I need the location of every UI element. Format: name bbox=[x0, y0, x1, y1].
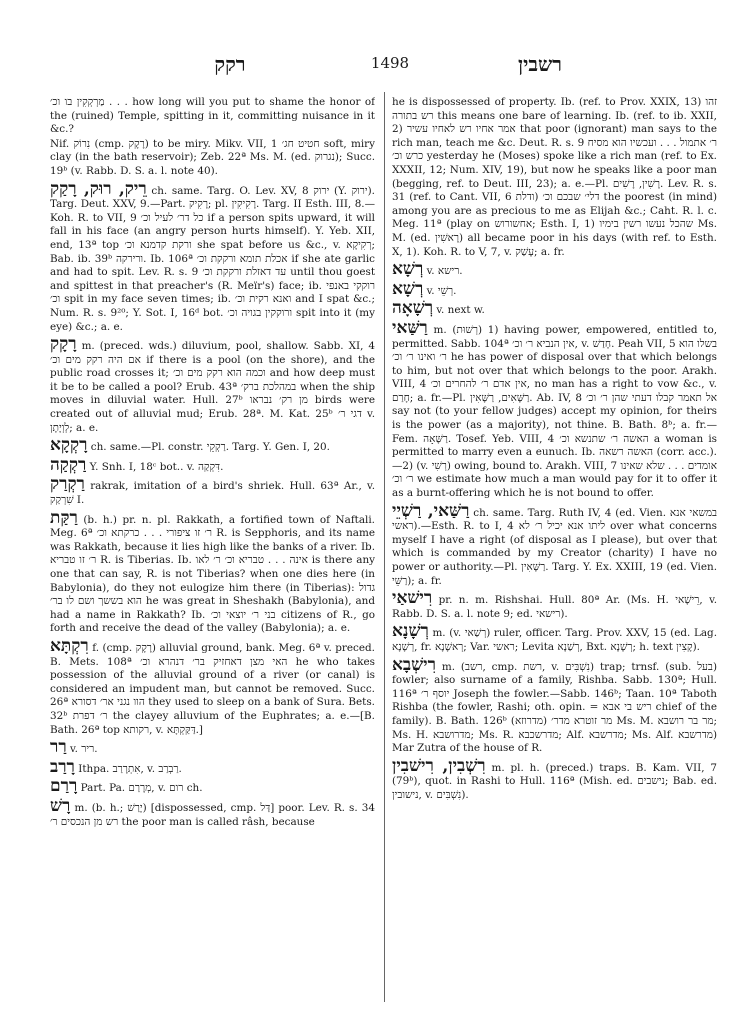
dictionary-entry bbox=[50, 758, 375, 777]
page-number: 1498 bbox=[370, 54, 410, 72]
entry-headword: רְשָׁא bbox=[392, 259, 424, 280]
dictionary-entry bbox=[392, 656, 717, 756]
entry-headword: רַקְקַה bbox=[50, 454, 87, 475]
entry-headword: רְשָׁנָא bbox=[392, 621, 429, 642]
column-divider bbox=[384, 92, 385, 1002]
entry-text: ch. same. Targ. O. Lev. XV, 8 ירוק (Y. ירוק). Targ. Deut. XXV, 9.—Part. רָקִיק; pl. רָקִיקִין. Targ. II Esth. III, 8.—Koh. R. to VII, 9 כל דר׳ לעיל וכ׳ if a person spits upward, it will fall in his face (an angry person hurts himself). Y. Yeb. XII, end, 13ª top ורקת קדמנא וכ׳ she spat before us &c., v. רְקִיקָא; Bab. ib. 39ᵇ ורירקה. Ib. 106ª אכלת תומא ורקקת וכ׳ if she ate garlic and had to spit. Lev. R. s. 9 עד דאזלת ורקקת וכ׳ until thou goest and spittest in that preacher's (R. Meïr's) face; ib. רוקקי באנפי וכ׳ spit in my face seven times; ib. ואנא רקית וכ׳ and I spat &c.; Num. R. s. 9²⁰; Y. Sot. I, 16ᵈ bot. ורוקקין בגויה וכ׳ spit into it (my eye) &c.; a. e. bbox=[50, 184, 375, 333]
entry-headword: רַר bbox=[50, 737, 67, 758]
entry-headword: רִישׁאַי bbox=[392, 588, 433, 609]
entry-text: m. pl. h. (preced.) traps. B. Kam. VII, 7 (79ᵇ), quot. in Rashi to Hull. 116ª (Mish. ed. נישבים; Bab. ed. נישובין, v. נִשְׁבִּים). bbox=[392, 761, 717, 801]
entry-headword: רַשַּׁאי, רַשְׁיֵי bbox=[392, 500, 470, 521]
entry-headword: רָרַב bbox=[50, 756, 75, 777]
running-head-left: רקק bbox=[214, 52, 246, 76]
entry-text: v. רישא. bbox=[426, 265, 463, 278]
dictionary-entry bbox=[392, 622, 717, 654]
entry-text: Ithpa. אִתְרָרַב, v. רַבְרַב. bbox=[78, 762, 182, 775]
entry-text: m. (רְשׁוּת) 1) having power, empowered, entitled to, permitted. Sabb. 104ª אין הנביא ר׳ וכ׳, v. חָדַשׁ. Peah VII, 5 בשלו הוא ר׳ ואינו ר׳ וכ׳ he has power of disposal over that which belongs to him, but not over that which belongs to the poor. Arakh. VIII, 4 אין אדם ר׳ להחרים וכ׳, no man has a right to vow &c., v. חָרַם; a. fr.—Pl. רַשָּׁאִים, רַשָּׁאִין. Ab. IV, 8 אל תאמר קבלו דעתי שהן ר׳ וכ׳ say not (to your fellow judges) accept my opinion, for theirs is the power (as a majority), not thine. B. Bath. 8ᵇ; a. fr.—Fem. רַשָּׁאָה. Tosef. Yeb. VIII, 4 האשה ר׳ שתנשא וכ׳ a woman is permitted to marry even a eunuch. Ib. האשה רשאה (corr. acc.).—2) (v. רְשִׁי) owing, bound to. Arakh. VIII, 7 אומדים . . . שלא שאינו ר׳ וכ׳ we estimate how much a man would pay for it to offer it as a burnt-offering which he is not bound to offer. bbox=[392, 323, 717, 500]
entry-text: Part. Pa. מְרָרַם, v. רום ch. bbox=[80, 782, 203, 795]
entry-headword: רִשְׁבִין, רִישׁבִין bbox=[392, 755, 486, 776]
entry-text: pr. n. m. Rishshai. Hull. 80ª Ar. (Ms. H. רֵישָׁאי, v. Rabb. D. S. a. l. note 9; ed. רישאי). bbox=[392, 594, 717, 620]
dictionary-entry bbox=[50, 456, 375, 475]
dictionary-entry bbox=[392, 299, 717, 318]
entry-text: m. (b. h.; יָרַשׁ) [dispossessed, cmp. דַּל] poor. Lev. R. s. 34 רש מן הנכסים ר׳ the poor man is called râsh, because bbox=[50, 801, 375, 828]
dictionary-entry bbox=[50, 637, 375, 737]
entry-headword: רִקְתָּא bbox=[50, 635, 89, 656]
dictionary-entry bbox=[392, 260, 717, 279]
dictionary-entry bbox=[50, 96, 375, 137]
entry-headword: רָרַם bbox=[50, 776, 78, 797]
dictionary-entry bbox=[50, 436, 375, 455]
entry-text: ch. same.—Pl. constr. רַקְקֵי. Targ. Y. Gen. I, 20. bbox=[90, 441, 330, 454]
entry-text: he is dispossessed of property. Ib. (ref. to Prov. XXIX, 13) זהו רש בתורה this means one bare of learning. Ib. (ref. to ib. XXII, 2) אמר אחיו רש לאחיו עשיר that poor (ignorant) man says to the rich man, teach me &c. Deut. R. s. 9 ר׳ אתמול . . . ועכשיו הוא מסיח כרש וכ׳ yesterday he (Moses) spoke like a rich man (ref. to Ex. XXXII, 12; Num. XIV, 19), but now he speaks like a poor man (begging, ref. to Deut. III, 23); a. e.—Pl. רָשִׁין, רָשִׁים. Lev. R. s. 31 (ref. to Cant. VII, 6 ודלת) דלי׳ שבכם וכ׳ the poorest (in mind) among you are as precious to me as Elijah &c.; Caht. R. l. c. Meg. 11ª (play on אחשורוש; Esth. I, 1) שהכל נעשו רשין בימיו Ms. M. (ed. רָאשִׁין) all became poor in his days (with ref. to Esth. X, 1). Koh. R. to V, 7, v. עָשַׁק; a. fr. bbox=[392, 96, 717, 258]
entry-text: f. (cmp. רָקָק) alluvial ground, bank. Meg. 6ª v. preced. B. Mets. 108ª האי מצן דאחזיק בר׳ דנהרא וכ׳ he who takes possession of the alluvial ground of a river (or canal) is considered an impudent man, but cannot be removed. Succ. 26ª הוו נגני אר׳ דסורא they used to sleep on a bank of Sura. Bets. 32ᵇ ר׳ דפרת the clayey alluvium of the Euphrates; a. e.—[B. Bath. 26ª top רקותא, v. דַּקַּקְתָּא.] bbox=[50, 641, 375, 736]
entry-text: m. (preced. wds.) diluvium, pool, shallow. Sabb. XI, 4 אם היה רקק מים וכ׳ if there is a pool (on the shore), and the public road crosses it; וכמה הוא רקק מים וכ׳ and how deep must it be to be called a pool? Erub. 43ª במהלכת ברק׳ when the ship moves in diluvial water. Hull. 27ᵇ מן רק׳ נבראו birds were created out of alluvial mud; Erub. 28ª. M. Kat. 25ᵇ דגי ר׳ v. לְוְיָתָן; a. e. bbox=[50, 340, 375, 434]
dictionary-entry bbox=[50, 797, 375, 829]
entry-headword: רְשָׁאָה bbox=[392, 298, 434, 319]
entry-headword: רָשׁ bbox=[50, 795, 71, 816]
running-head-right: רשבין bbox=[518, 52, 562, 76]
entry-text: v. next w. bbox=[436, 304, 485, 317]
entry-text: Nif. נִרוֹק (cmp. רָקָק) to be miry. Mikv. VII, 1 חטיט חג׳ soft, miry clay (in the bath reservoir); Zeb. 22ª Ms. M. (ed. נגרוק); Succ. 19ᵇ (v. Rabb. D. S. a. l. note 40). bbox=[50, 137, 375, 177]
entry-text: m. (רשב, cmp. רשת, v. נִשְׁבִּים) trap; trnsf. (sub. בעל) fowler; also surname of a family, Rishba. Sabb. 130ª; Hull. 116ª יוסף ר׳ Joseph the fowler.—Sabb. 146ᵇ; Taan. 10ª Taboth Rishba (the fowler, Rashi; oth. opin. = ריש בי אבא chief of the family). B. Bath. 126ᵇ (מדרוזא) מר זוטרא מדר׳ Ms. M. מר בר רושבא; Ms. H. מדרושבא; Ms. R. מדרשכבא; Alf. מדרשבא; Ms. Alf. מדרשבא) Mar Zutra of the house of R. bbox=[392, 660, 717, 755]
dictionary-entry bbox=[50, 335, 375, 435]
entry-text: (b. h.) pr. n. pl. Rakkath, a fortified town of Naftali. Meg. 6ª ר׳ זו ציפורי . . . כרקתא וכ׳ R. is Sepphoris, and its name was Rakkath, because it lies high like the banks of a river. Ib. ר׳ זו טבריא R. is Tiberias. Ib. אינה . . . טבריא וכ׳ ר׳ לאו is there any one that can say, R. is not Tiberias? when one dies here (in Babylonia), do they not eulogize him there (in Tiberias): גדול הוא בששך ושם לו בר׳ he was great in Sheshakh (Babylonia), and had a name in Rakkath? Ib. בני ר׳ יוצאי וכ׳ citizens of R., go forth and receive the dead of the valley (Babylonia); a. e. bbox=[50, 513, 375, 635]
entry-headword: רָקָק bbox=[50, 334, 77, 355]
right-column bbox=[392, 96, 717, 1001]
entry-text: ch. same. Targ. Ruth IV, 4 (ed. Vien. במשאי אנא ראשי).—Esth. R. to I, 4 ליתו אנא יכיל ר׳ לא over what concerns myself I have a right (of disposal as I please), but over that which is commanded by my Creator (charity) I have no power or authority.—Pl. רַשָּׁאִין. Targ. Y. Ex. XXIII, 19 (ed. Vien. רַשֵּׁי); a. fr. bbox=[392, 506, 717, 587]
entry-headword: רֵיק, רוּק, רָקַק bbox=[50, 178, 147, 199]
entry-text: m. (v. רְשַׁאי) ruler, officer. Targ. Prov. XXV, 15 (ed. Lag. רְשָׁנָא, fr. רְאשָׁנָא; Var. ראשי; Levita רְשַׁנָא, Bxt. רְשָׁנָא; h. text קָצִין). bbox=[392, 627, 717, 653]
dictionary-entry bbox=[392, 96, 717, 259]
dictionary-entry bbox=[392, 319, 717, 501]
entry-headword: רְשָׁא bbox=[392, 278, 424, 299]
left-column bbox=[50, 96, 375, 1001]
entry-headword: רָקְקָא bbox=[50, 435, 88, 456]
dictionary-entry bbox=[50, 180, 375, 335]
entry-text: v. רְשֵׁי. bbox=[426, 284, 457, 297]
entry-text: Y. Snh. I, 18ᶜ bot.. v. דִּקְקַה. bbox=[89, 460, 224, 473]
dictionary-entry bbox=[392, 589, 717, 621]
dictionary-entry bbox=[392, 280, 717, 299]
dictionary-entry bbox=[50, 509, 375, 636]
dictionary-entry bbox=[50, 738, 375, 757]
entry-text: rakrak, imitation of a bird's shriek. Hull. 63ª Ar., v. שִׁרְקַק I. bbox=[50, 480, 375, 507]
dictionary-entry bbox=[50, 777, 375, 796]
entry-headword: רַקְרַק bbox=[50, 474, 85, 495]
entry-headword: רִישְׁבָא bbox=[392, 654, 436, 675]
entry-text: v. ריר. bbox=[70, 743, 98, 756]
dictionary-entry bbox=[392, 757, 717, 803]
entry-headword: רַקַּת bbox=[50, 507, 78, 528]
dictionary-entry bbox=[50, 475, 375, 507]
dictionary-entry bbox=[392, 502, 717, 589]
entry-headword: רַשַּׁאי bbox=[392, 317, 428, 338]
entry-text: מַרְקְקִין בו וכ׳ . . . how long will you put to shame the honor of the (ruined) Temple, spitting in it, committing nuisance in it &c.? bbox=[50, 96, 375, 136]
dictionary-entry bbox=[50, 138, 375, 179]
